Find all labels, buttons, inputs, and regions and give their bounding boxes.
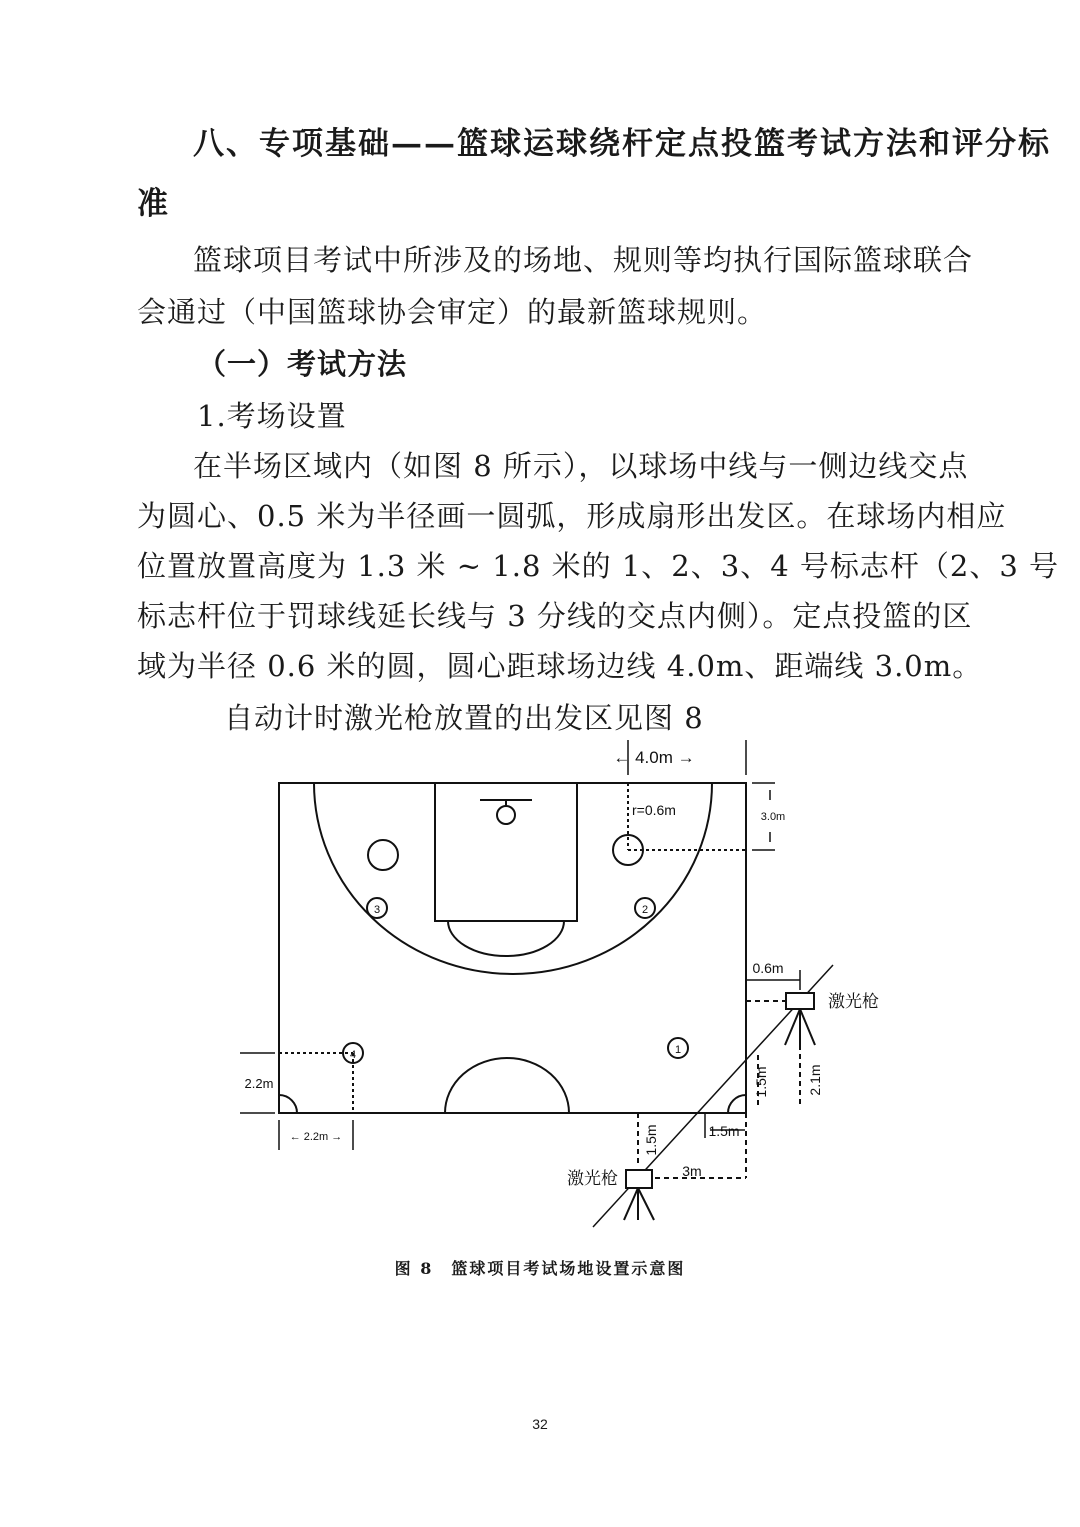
paragraph-line-2: 为圆心、0.5 米为半径画一圆弧，形成扇形出发区。在球场内相应 [137,499,1007,533]
free-throw-semicircle [448,921,564,956]
paragraph-line-5: 域为半径 0.6 米的圆，圆心距球场边线 4.0m、距端线 3.0m。 [137,649,983,683]
laser-label-bottom: 激光枪 [567,1169,618,1188]
start-zone-right [728,1095,746,1113]
dim-22m-horizontal: ← 2.2m → [289,1131,343,1143]
figure-caption: 图 8 篮球项目考试场地设置示意图 [394,1259,686,1278]
paragraph-line-3: 位置放置高度为 1.3 米 ~ 1.8 米的 1、2、3、4 号标志杆（2、3 号 [137,549,1059,583]
page-number: 32 [532,1416,548,1432]
pole-2-label: 2 [641,904,649,916]
court-diagram [230,730,879,1240]
center-semicircle [445,1058,569,1113]
laser-label-right: 激光枪 [828,992,879,1011]
laser-gun-right [785,993,815,1045]
laser-gun-bottom [624,1170,654,1220]
paragraph-line-1: 在半场区域内（如图 8 所示），以球场中线与一侧边线交点 [193,449,969,483]
paragraph-line-4: 标志杆位于罚球线延长线与 3 分线的交点内侧）。定点投篮的区 [137,599,973,633]
heading-line-1: 八、专项基础——篮球运球绕杆定点投篮考试方法和评分标 [193,126,1051,162]
intro-line-2: 会通过（中国篮球协会审定）的最新篮球规则。 [137,295,768,329]
dim-15m-bottom-horizontal: 1.5m [708,1123,740,1139]
heading-line-2: 准 [137,186,170,222]
shooting-circle-left [368,840,398,870]
pole-3-label: 3 [373,904,381,916]
laser-note: 自动计时激光枪放置的出发区见图 8 [224,701,704,735]
start-zone-left [279,1095,297,1113]
radius-label: r=0.6m [632,802,676,818]
subsection-title: 1.考场设置 [197,399,347,433]
dim-15m-bottom-vertical: 1.5m [643,1124,659,1156]
pole-4-label: 4 [349,1049,357,1061]
court-boundary [279,783,746,1113]
dim-06m-label: 0.6m [752,960,784,976]
dim-4m-label: ← 4.0m → [613,748,695,767]
dim-21m: 2.1m [807,1064,823,1096]
section-title: （一）考试方法 [197,347,408,381]
dim-3m-label: 3.0m [760,811,786,823]
dim-3m-bottom: 3m [682,1163,702,1179]
dim-22m-vertical: 2.2m [244,1076,274,1091]
dim-15m-right: 1.5m [753,1066,769,1098]
pole-1-label: 1 [674,1044,682,1056]
rim [497,806,515,824]
intro-line-1: 篮球项目考试中所涉及的场地、规则等均执行国际篮球联合 [193,243,974,277]
